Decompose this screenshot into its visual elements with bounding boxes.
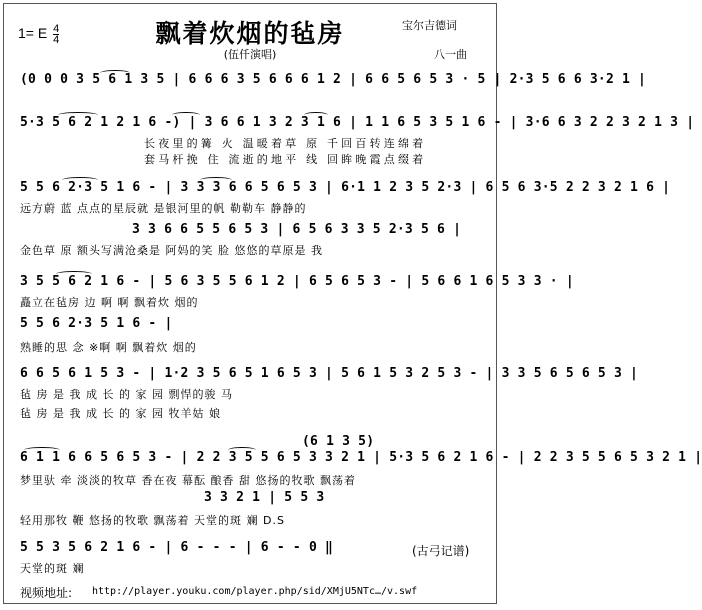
song-title: 飘着炊烟的毡房 — [155, 19, 345, 48]
lyric-line: 梦里驮 牵 淡淡的牧草 香在夜 幕酝 酿香 甜 悠扬的牧歌 飘荡着 — [20, 474, 356, 487]
composer-credit: 八一曲 — [434, 48, 467, 61]
slur-mark — [56, 271, 92, 277]
slur-mark — [100, 70, 130, 76]
score-page — [3, 3, 702, 604]
notation-row: 6 1 1 6 6 5 6 5 3 - | 2 2 3 5 5 6 5 3 3 2 1 | 5·3 5 6 2 1 6 - | 2 2 3 5 5 6 5 3 2 1 | — [20, 450, 702, 465]
notation-row: 5·3 5 6 2 1 2 1 6 -) | 3 6 6 1 3 2 3 1 6 | 1 1 6 5 3 5 1 6 - | 3·6 6 3 2 2 3 2 1 3 | — [20, 115, 695, 130]
lyric-line: 熟睡的思 念 ※啊 啊 飘着炊 烟的 — [20, 341, 197, 354]
lyric-line: 远方蔚 蓝 点点的星辰就 是银河里的帆 勒勒车 静静的 — [20, 202, 307, 215]
key-signature: 1= E $\frac{4}{4}$ — [18, 23, 60, 46]
lyric-line: 矗立在毡房 边 啊 啊 飘着炊 烟的 — [20, 296, 199, 309]
lyric-line: 天堂的斑 斓 — [20, 562, 85, 575]
slur-mark — [228, 447, 256, 453]
transcriber-tag: (古弓记谱) — [412, 544, 470, 558]
notation-row: 3 3 6 6 5 5 6 5 3 | 6 5 6 3 3 5 2·3 5 6 | — [132, 222, 462, 237]
notation-row: 6 6 5 6 1 5 3 - | 1·2 3 5 6 5 1 6 5 3 | 5 6 1 5 3 2 5 3 - | 3 3 5 6 5 6 5 3 | — [20, 366, 639, 381]
notation-row: 3 3 2 1 | 5 5 3 — [204, 490, 325, 505]
lyric-line: 套马杆挽 住 流逝的地平 线 回眸晚霞点缀着 — [144, 153, 427, 166]
notation-row: 5 5 3 5 6 2 1 6 - | 6 - - - | 6 - - 0 ‖ — [20, 540, 334, 555]
performer-note: (伍仟演唱) — [223, 48, 277, 61]
notation-row: 3 5 5 6 2 1 6 - | 5 6 3 5 5 6 1 2 | 6 5 6 5 3 - | 5 6 6 1 6 5 3 3 · | — [20, 274, 574, 289]
lyricist-credit: 宝尔吉德词 — [402, 19, 457, 32]
notation-row: (0 0 0 3 5 6 1 3 5 | 6 6 6 3 5 6 6 6 1 2 | 6 6 5 6 5 3 · 5 | 2·3 5 6 6 3·2 1 | — [20, 72, 647, 87]
lyric-line: 轻用那牧 鞭 悠扬的牧歌 飘荡着 天堂的斑 斓 D.S — [20, 514, 285, 527]
video-url-label: 视频地址: — [20, 586, 73, 600]
slur-mark — [172, 112, 200, 118]
notation-row: (6 1 3 5) — [302, 434, 375, 449]
lyric-line: 长夜里的篝 火 温暖着草 原 千回百转连绵着 — [144, 137, 427, 150]
time-signature: $\frac{4}{4}$ — [53, 23, 60, 46]
slur-mark — [62, 177, 98, 183]
video-url-link[interactable]: http://player.youku.com/player.php/sid/XMjU5NTc…/v.swf — [92, 586, 418, 597]
lyric-line: 毡 房 是 我 成 长 的 家 园 剽悍的骏 马 — [20, 388, 233, 401]
lyric-line: 毡 房 是 我 成 长 的 家 园 牧羊姑 娘 — [20, 407, 221, 420]
slur-mark — [58, 112, 98, 118]
slur-mark — [304, 112, 328, 118]
notation-row: 5 5 6 2·3 5 1 6 - | — [20, 316, 173, 331]
notation-row: 5 5 6 2·3 5 1 6 - | 3 3 3 6 6 5 6 5 3 | 6·1 1 2 3 5 2·3 | 6 5 6 3·5 2 2 3 2 1 6 | — [20, 180, 671, 195]
slur-mark — [200, 177, 232, 183]
slur-mark — [24, 447, 60, 453]
lyric-line: 金色草 原 额头写满沧桑是 阿妈的笑 脸 悠悠的草原是 我 — [20, 244, 323, 257]
